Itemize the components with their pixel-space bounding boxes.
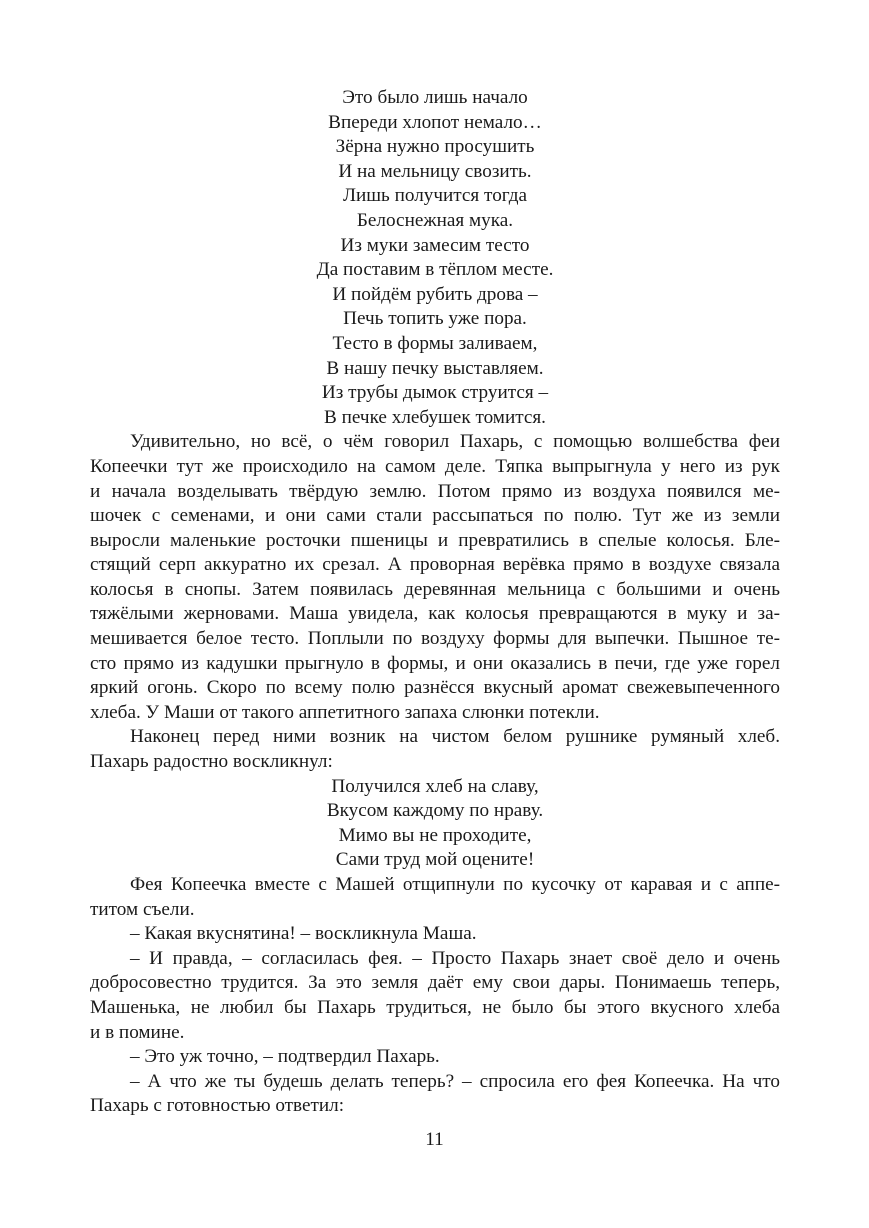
verse-line: Из муки замесим тесто <box>340 234 530 256</box>
verse-line: Из трубы дымок струится – <box>321 382 549 404</box>
verse-line: Впереди хлопот немало… <box>328 111 542 133</box>
verse-line: В нашу печку выставляем. <box>326 357 544 379</box>
verse-line: В печке хлебушек томится. <box>324 406 546 428</box>
paragraph-5 <box>90 947 780 1045</box>
verse-line: Белоснежная мука. <box>356 209 514 231</box>
paragraph-line: Копеечки тут же происходило на самом деле. Тяпка выпрыгнула у него из рук <box>90 455 780 477</box>
paragraph-line: сто прямо из кадушки прыгнуло в формы, и они оказались в печи, где уже горел <box>90 652 780 674</box>
paragraph-line: тяжёлыми жерновами. Маша увидела, как колосья превращаются в муку и за- <box>90 603 780 625</box>
paragraph-line: стящий серп аккуратно их срезал. А проворная верёвка прямо в воздухе связала <box>90 554 780 576</box>
paragraph-line: выросли маленькие росточки пшеницы и превратились в спелые колосья. Бле- <box>90 529 780 551</box>
paragraph-line: – И правда, – согласилась фея. – Просто Пахарь знает своё дело и очень <box>130 947 780 969</box>
paragraph-7 <box>90 1070 780 1119</box>
paragraph-line: Машенька, не любил бы Пахарь трудиться, не было бы этого вкусного хлеба <box>90 996 780 1018</box>
page-number: 11 <box>425 1129 444 1150</box>
paragraph-line: Удивительно, но всё, о чём говорил Пахарь, с помощью волшебства феи <box>130 431 780 453</box>
verse-line: Это было лишь начало <box>342 87 528 108</box>
verse-line: Мимо вы не проходите, <box>338 824 532 846</box>
paragraph-line: Фея Копеечка вместе с Машей отщипнули по кусочку от каравая и с аппе- <box>130 874 780 895</box>
paragraph-1 <box>90 430 780 725</box>
verse-line: Тесто в формы заливаем, <box>332 332 538 354</box>
paragraph-2 <box>90 725 780 774</box>
verse-line: Сами труд мой оцените! <box>335 849 535 871</box>
paragraph-3 <box>90 873 780 922</box>
paragraph-line: – А что же ты будешь делать теперь? – спросила его фея Копеечка. На что <box>130 1070 780 1092</box>
verse-line: Получился хлеб на славу, <box>331 775 539 797</box>
paragraph-line: и начала возделывать твёрдую землю. Потом прямо из воздуха появился ме- <box>90 480 780 502</box>
verse-line: Лишь получится тогда <box>343 185 527 207</box>
verse-line: Зёрна нужно просушить <box>335 136 535 158</box>
paragraph-line: яркий огонь. Скоро по всему полю разнёсся вкусный аромат свежевыпеченного <box>90 677 780 699</box>
paragraph-line: Пахарь радостно воскликнул: <box>90 751 333 773</box>
paragraph-line: шочек с семенами, и они сами стали рассыпаться по полю. Тут же из земли <box>90 505 780 527</box>
paragraph-line: Наконец перед ними возник на чистом белом рушнике румяный хлеб. <box>130 726 780 748</box>
verse-line: Да поставим в тёплом месте. <box>316 259 554 281</box>
paragraph-line: мешивается белое тесто. Поплыли по воздуху формы для выпечки. Пышное те- <box>90 628 780 650</box>
paragraph-4 <box>90 922 780 947</box>
paragraph-line: хлеба. У Маши от такого аппетитного запаха слюнки потекли. <box>90 701 600 723</box>
paragraph-line: колосья в снопы. Затем появилась деревянная мельница с большими и очень <box>90 578 780 600</box>
paragraph-line: Пахарь с готовностью ответил: <box>90 1095 345 1117</box>
verse-1 <box>90 86 780 430</box>
page-body <box>90 86 780 1119</box>
paragraph-6 <box>90 1045 780 1070</box>
paragraph-line: добросовестно трудится. За это земля даёт ему свои дары. Понимаешь теперь, <box>90 972 780 994</box>
verse-line: И пойдём рубить дрова – <box>332 283 538 305</box>
paragraph-line: и в помине. <box>90 1021 185 1043</box>
verse-line: Вкусом каждому по нраву. <box>326 800 544 822</box>
verse-2 <box>90 775 780 873</box>
paragraph-line: титом съели. <box>90 898 195 920</box>
verse-line: Печь топить уже пора. <box>343 308 527 330</box>
paragraph-line: – Это уж точно, – подтвердил Пахарь. <box>130 1046 440 1068</box>
verse-line: И на мельницу свозить. <box>338 160 532 182</box>
paragraph-line: – Какая вкуснятина! – воскликнула Маша. <box>130 923 477 945</box>
